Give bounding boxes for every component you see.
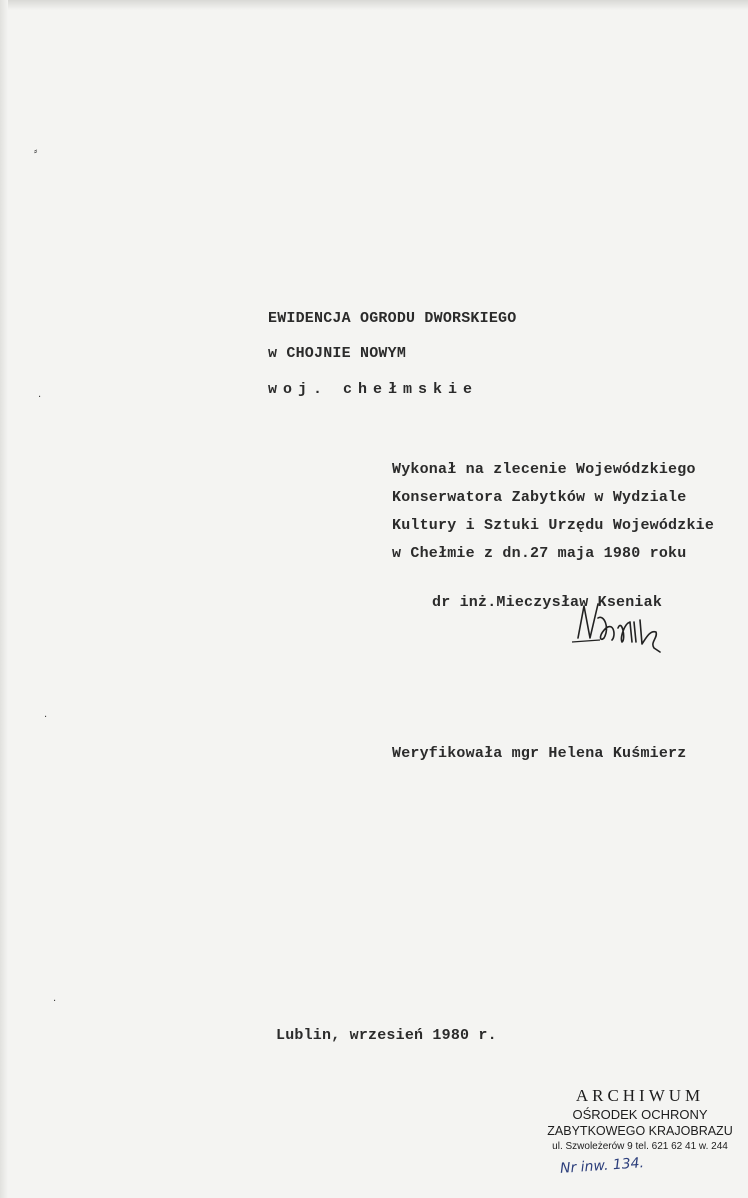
margin-mark: · — [53, 996, 57, 1007]
archive-stamp — [538, 1086, 742, 1154]
place-date: Lublin, wrzesień 1980 r. — [276, 1027, 497, 1044]
page-edge-top — [0, 0, 748, 10]
title-line-1: EWIDENCJA OGRODU DWORSKIEGO — [268, 310, 517, 327]
stamp-line-4: ul. Szwoleżerów 9 tel. 621 62 41 w. 244 — [552, 1141, 728, 1152]
margin-mark: ⸗ — [34, 146, 38, 157]
title-line-3: woj. chełmskie — [268, 381, 479, 398]
inventory-number-handwritten: Nr inw. 134. — [559, 1155, 645, 1177]
margin-mark: · — [44, 712, 48, 723]
commission-line-2: Konserwatora Zabytków w Wydziale — [392, 489, 687, 506]
stamp-line-2: OŚRODEK OCHRONY — [572, 1107, 708, 1122]
handwritten-signature — [570, 598, 680, 662]
stamp-line-3: ZABYTKOWEGO KRAJOBRAZU — [547, 1124, 733, 1138]
commission-line-1: Wykonał na zlecenie Wojewódzkiego — [392, 461, 696, 478]
author-line: dr inż.Mieczysław Kseniak — [432, 594, 663, 611]
commission-line-3: Kultury i Sztuki Urzędu Wojewódzkie — [392, 517, 715, 534]
title-line-2: w CHOJNIE NOWYM — [268, 345, 407, 362]
verified-line: Weryfikowała mgr Helena Kuśmierz — [392, 745, 687, 762]
margin-mark: · — [38, 392, 42, 403]
stamp-line-1: ARCHIWUM — [575, 1086, 705, 1105]
commission-line-4: w Chełmie z dn.27 maja 1980 roku — [392, 545, 687, 562]
page-edge-left — [0, 0, 8, 1198]
